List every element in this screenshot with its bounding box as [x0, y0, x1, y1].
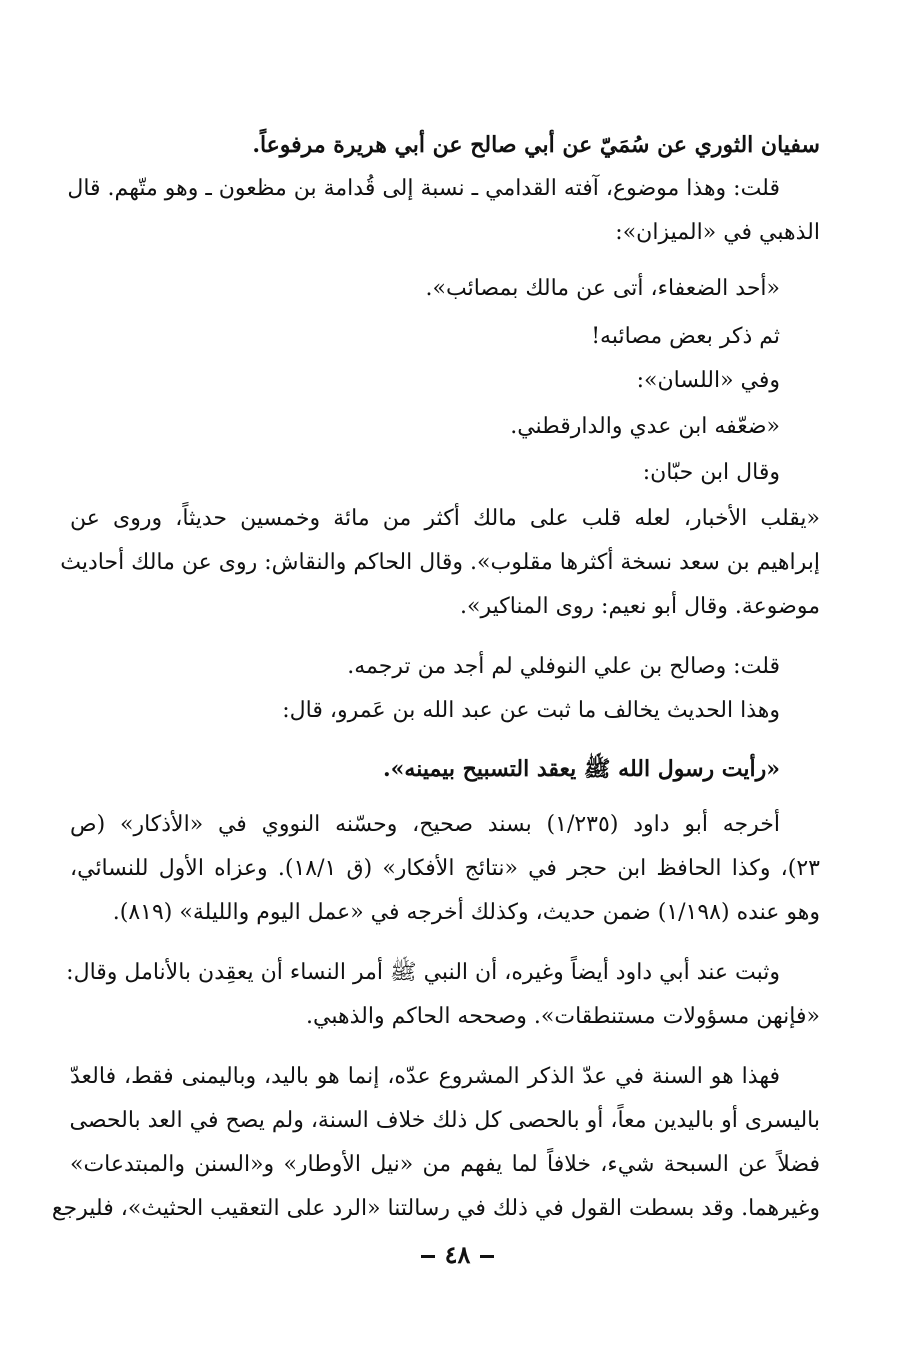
text-line: قلت: وصالح بن علي النوفلي لم أجد من ترجمه. — [347, 654, 780, 679]
text-line: ٢٣)، وكذا الحافظ ابن حجر في «نتائج الأفكار» (ق ١٨/١). وعزاه الأول للنسائي، — [70, 856, 820, 881]
text-line: قلت: وهذا موضوع، آفته القدامي ـ نسبة إلى قُدامة بن مظعون ـ وهو متّهم. قال — [67, 176, 780, 201]
text-line: وهذا الحديث يخالف ما ثبت عن عبد الله بن عَمرو، قال: — [282, 698, 780, 723]
text-line: وقال ابن حبّان: — [642, 460, 780, 485]
text-line: وهو عنده (١/١٩٨) ضمن حديث، وكذلك أخرجه في «عمل اليوم والليلة» (٨١٩). — [112, 900, 820, 925]
quote-line: «أحد الضعفاء، أتى عن مالك بمصائب». — [425, 276, 780, 301]
page-number-value: ٤٨ — [444, 1240, 471, 1269]
page-number — [0, 1238, 915, 1272]
hadith-quote: «رأيت رسول الله ﷺ يعقد التسبيح بيمينه». — [383, 756, 780, 782]
text-line: ثم ذكر بعض مصائبه! — [591, 324, 780, 349]
text-line: أخرجه أبو داود (١/٢٣٥) بسند صحيح، وحسّنه النووي في «الأذكار» (ص — [70, 812, 780, 837]
quote-line: «ضعّفه ابن عدي والدارقطني. — [510, 414, 780, 439]
text-line: سفيان الثوري عن سُمَيّ عن أبي صالح عن أبي هريرة مرفوعاً. — [252, 132, 820, 158]
text-line: الذهبي في «الميزان»: — [615, 220, 820, 245]
text-line: باليسرى أو باليدين معاً، أو بالحصى كل ذلك خلاف السنة، ولم يصح في العد بالحصى — [69, 1108, 820, 1133]
text-line: موضوعة. وقال أبو نعيم: روى المناكير». — [460, 594, 820, 619]
text-line: وغيرهما. وقد بسطت القول في ذلك في رسالتنا «الرد على التعقيب الحثيث»، فليرجع — [51, 1196, 820, 1221]
text-line: «فإنهن مسؤولات مستنطقات». وصححه الحاكم والذهبي. — [306, 1004, 820, 1029]
dash-icon — [421, 1255, 435, 1258]
text-line: وفي «اللسان»: — [636, 368, 780, 393]
dash-icon — [480, 1255, 494, 1258]
quote-line: «يقلب الأخبار، لعله قلب على مالك أكثر من مائة وخمسين حديثاً، وروى عن — [70, 506, 820, 531]
text-line: وثبت عند أبي داود أيضاً وغيره، أن النبي ﷺ أمر النساء أن يعقِدن بالأنامل وقال: — [66, 960, 780, 985]
text-line: فهذا هو السنة في عدّ الذكر المشروع عدّه، إنما هو باليد، وباليمنى فقط، فالعدّ — [70, 1064, 780, 1089]
text-line: فضلاً عن السبحة شيء، خلافاً لما يفهم من «نيل الأوطار» و«السنن والمبتدعات» — [70, 1152, 820, 1177]
text-line: إبراهيم بن سعد نسخة أكثرها مقلوب». وقال الحاكم والنقاش: روى عن مالك أحاديث — [60, 550, 820, 575]
